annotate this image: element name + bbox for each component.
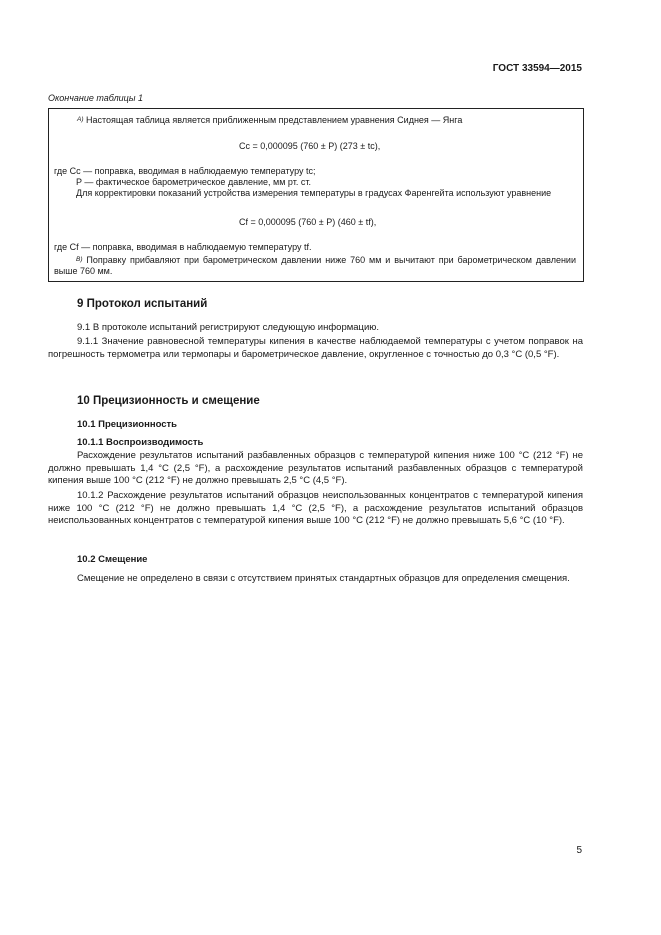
note-b [54,255,576,277]
section-10-1-1-text: Расхождение результатов испытаний разбавленных образцов с температурой кипения ниже 100 °С (212 °F) не должно превышать 1,4 °С (2,5 °F), а расхождение результатов испытаний разбавленных образцов с температурой кипения выше 100 °С (212 °F) не должно превышать 2,5 °С (4,5 °F). [48,450,583,486]
fahrenheit-text: Для корректировки показаний устройства измерения температуры в градусах Фаренгейта используют уравнение [76,188,552,198]
section-10-1-1-title: 10.1.1 Воспроизводимость [77,437,204,448]
note-a-text: Настоящая таблица является приближенным представлением уравнения Сиднея — Янга [86,115,463,125]
equation-cc: Cc = 0,000095 (760 ± P) (273 ± tc), [239,141,381,151]
section-9-title: 9 Протокол испытаний [77,298,208,310]
note-b-text: Поправку прибавляют при барометрическом давлении ниже 760 мм и вычитают при барометрическом давлении выше 760 мм. [54,255,576,276]
section-10-2-title: 10.2 Смещение [77,554,148,565]
note-a-marker: A) [77,116,84,123]
section-9-1: 9.1 В протоколе испытаний регистрируют следующую информацию. [77,322,380,333]
page-number: 5 [576,845,582,856]
section-10-title: 10 Прецизионность и смещение [77,395,260,407]
where-cf: где Cf — поправка, вводимая в наблюдаемую температуру tf. [54,242,312,252]
section-9-1-1: 9.1.1 Значение равновесной температуры кипения в качестве наблюдаемой температуры с учетом поправок на погрешность термометра или термопары и барометрическое давление, округленное с точностью до 0,3 °С (0,5 °F). [48,336,583,360]
equation-cf: Cf = 0,000095 (760 ± P) (460 ± tf), [239,217,377,227]
note-a [77,115,462,126]
table-caption: Окончание таблицы 1 [48,93,143,103]
where-cc: где Cc — поправка, вводимая в наблюдаемую температуру tc; [54,166,316,176]
section-10-2-text: Смещение не определено в связи с отсутствием принятых стандартных образцов для определения смещения. [77,573,570,584]
note-b-marker: B) [76,256,83,263]
section-10-1-2-text: 10.1.2 Расхождение результатов испытаний образцов неиспользованных концентратов с температурой кипения ниже 100 °С (212 °F) не должно превышать 1,4 °С (2,5 °F), а расхождение результатов испытаний образцов неиспользованных концентратов с температурой кипения выше 100 °С (212 °F) не должно превышать 5,6 °С (10 °F). [48,490,583,526]
section-10-1-title: 10.1 Прецизионность [77,419,178,430]
document-code: ГОСТ 33594—2015 [492,63,582,74]
table-notes-box [48,108,584,282]
where-p: P — фактическое барометрическое давление, мм рт. ст. [76,177,311,187]
